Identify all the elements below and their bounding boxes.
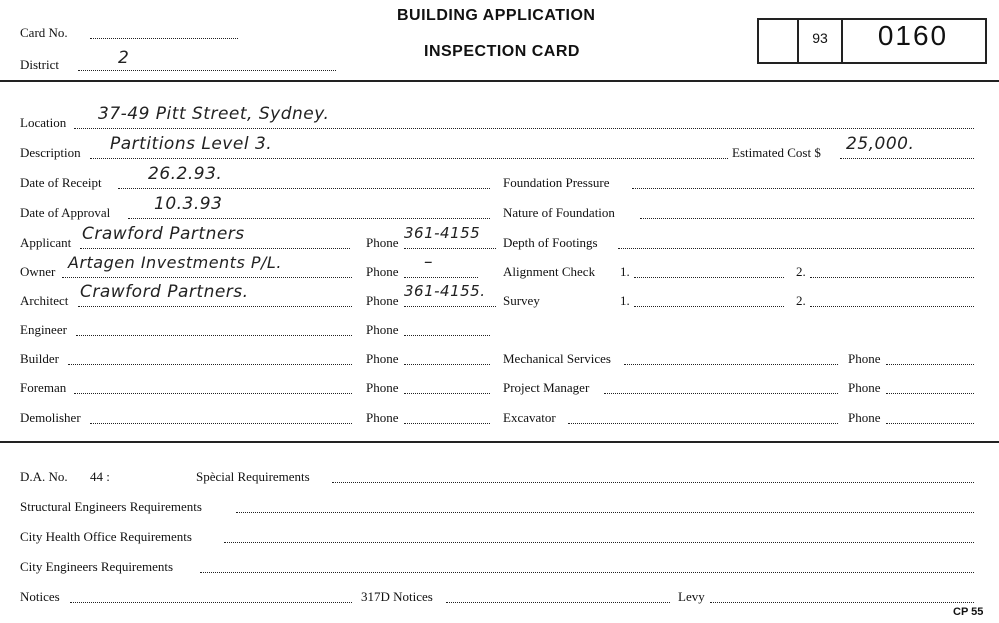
card-no-field[interactable] bbox=[90, 38, 238, 39]
architect-label: Architect bbox=[20, 293, 69, 308]
architect-value: Crawford Partners. bbox=[80, 282, 249, 302]
survey-two-label: 2. bbox=[796, 293, 806, 308]
structural-engineers-field[interactable] bbox=[236, 512, 974, 513]
applicant-phone-value: 361-4155 bbox=[404, 224, 481, 242]
excavator-field[interactable] bbox=[568, 423, 838, 424]
architect-phone-label: Phone bbox=[366, 293, 399, 308]
engineer-phone-label: Phone bbox=[366, 322, 399, 337]
district-label: District bbox=[20, 57, 59, 72]
district-field[interactable] bbox=[78, 70, 336, 71]
excavator-phone-label: Phone bbox=[848, 410, 881, 425]
structural-engineers-label: Structural Engineers Requirements bbox=[20, 499, 202, 514]
date-receipt-value: 26.2.93. bbox=[148, 164, 223, 184]
owner-phone-label: Phone bbox=[366, 264, 399, 279]
form-title-line1: BUILDING APPLICATION bbox=[397, 7, 596, 24]
project-manager-field[interactable] bbox=[604, 393, 838, 394]
builder-phone-field[interactable] bbox=[404, 364, 490, 365]
applicant-value: Crawford Partners bbox=[82, 224, 245, 244]
builder-label: Builder bbox=[20, 351, 59, 366]
project-manager-label: Project Manager bbox=[503, 380, 590, 395]
form-title-line2: INSPECTION CARD bbox=[424, 43, 580, 60]
location-label: Location bbox=[20, 115, 67, 130]
excavator-label: Excavator bbox=[503, 410, 556, 425]
owner-label: Owner bbox=[20, 264, 56, 279]
notices-label: Notices bbox=[20, 589, 60, 604]
nature-foundation-field[interactable] bbox=[640, 218, 974, 219]
foreman-label: Foreman bbox=[20, 380, 67, 395]
estimated-cost-value: 25,000. bbox=[846, 134, 915, 154]
alignment-two-label: 2. bbox=[796, 264, 806, 279]
foundation-pressure-field[interactable] bbox=[632, 188, 974, 189]
city-engineers-field[interactable] bbox=[200, 572, 974, 573]
special-requirements-field[interactable] bbox=[332, 482, 974, 483]
alignment-check-label: Alignment Check bbox=[503, 264, 596, 279]
depth-footings-label: Depth of Footings bbox=[503, 235, 598, 250]
nature-foundation-label: Nature of Foundation bbox=[503, 205, 615, 220]
foreman-phone-label: Phone bbox=[366, 380, 399, 395]
notices-field[interactable] bbox=[70, 602, 352, 603]
notices-317d-label: 317D Notices bbox=[361, 589, 433, 604]
mechanical-phone-field[interactable] bbox=[886, 364, 974, 365]
survey-one-field[interactable] bbox=[634, 306, 784, 307]
demolisher-phone-field[interactable] bbox=[404, 423, 490, 424]
foundation-pressure-label: Foundation Pressure bbox=[503, 175, 610, 190]
district-value: 2 bbox=[118, 48, 130, 68]
date-approval-label: Date of Approval bbox=[20, 205, 111, 220]
city-health-field[interactable] bbox=[224, 542, 974, 543]
applicant-phone-label: Phone bbox=[366, 235, 399, 250]
applicant-label: Applicant bbox=[20, 235, 72, 250]
location-value: 37-49 Pitt Street, Sydney. bbox=[98, 104, 330, 124]
card-year: 93 bbox=[812, 30, 828, 46]
location-field[interactable] bbox=[74, 128, 974, 129]
depth-footings-field[interactable] bbox=[618, 248, 974, 249]
owner-value: Artagen Investments P/L. bbox=[68, 253, 282, 272]
description-field[interactable] bbox=[90, 158, 728, 159]
foreman-field[interactable] bbox=[74, 393, 352, 394]
section-divider bbox=[0, 441, 999, 443]
form-code: CP 55 bbox=[953, 606, 984, 618]
applicant-phone-field[interactable] bbox=[404, 248, 496, 249]
date-receipt-label: Date of Receipt bbox=[20, 175, 102, 190]
project-manager-phone-label: Phone bbox=[848, 380, 881, 395]
architect-phone-field[interactable] bbox=[404, 306, 496, 307]
survey-two-field[interactable] bbox=[810, 306, 974, 307]
mechanical-services-field[interactable] bbox=[624, 364, 838, 365]
alignment-one-field[interactable] bbox=[634, 277, 784, 278]
levy-label: Levy bbox=[678, 589, 705, 604]
foreman-phone-field[interactable] bbox=[404, 393, 490, 394]
engineer-label: Engineer bbox=[20, 322, 67, 337]
description-value: Partitions Level 3. bbox=[110, 134, 273, 154]
special-requirements-label: Spècial Requirements bbox=[196, 469, 310, 484]
builder-phone-label: Phone bbox=[366, 351, 399, 366]
mechanical-phone-label: Phone bbox=[848, 351, 881, 366]
demolisher-phone-label: Phone bbox=[366, 410, 399, 425]
owner-field[interactable] bbox=[62, 277, 352, 278]
mechanical-services-label: Mechanical Services bbox=[503, 351, 611, 366]
da-no-value: 44 : bbox=[90, 469, 110, 484]
card-number: 0160 bbox=[877, 20, 949, 51]
builder-field[interactable] bbox=[68, 364, 352, 365]
owner-phone-field[interactable] bbox=[404, 277, 478, 278]
levy-field[interactable] bbox=[710, 602, 974, 603]
date-approval-field[interactable] bbox=[128, 218, 490, 219]
owner-phone-value: – bbox=[424, 252, 433, 272]
engineer-phone-field[interactable] bbox=[404, 335, 490, 336]
engineer-field[interactable] bbox=[76, 335, 352, 336]
estimated-cost-field[interactable] bbox=[840, 158, 974, 159]
date-receipt-field[interactable] bbox=[118, 188, 490, 189]
date-approval-value: 10.3.93 bbox=[154, 194, 223, 214]
alignment-one-label: 1. bbox=[620, 264, 630, 279]
header-divider bbox=[0, 80, 999, 82]
city-engineers-label: City Engineers Requirements bbox=[20, 559, 174, 574]
card-no-label: Card No. bbox=[20, 25, 68, 40]
survey-label: Survey bbox=[503, 293, 540, 308]
architect-phone-value: 361-4155. bbox=[404, 282, 486, 300]
estimated-cost-label: Estimated Cost $ bbox=[732, 145, 821, 160]
demolisher-field[interactable] bbox=[90, 423, 352, 424]
excavator-phone-field[interactable] bbox=[886, 423, 974, 424]
project-manager-phone-field[interactable] bbox=[886, 393, 974, 394]
architect-field[interactable] bbox=[78, 306, 352, 307]
alignment-two-field[interactable] bbox=[810, 277, 974, 278]
description-label: Description bbox=[20, 145, 81, 160]
notices-317d-field[interactable] bbox=[446, 602, 670, 603]
da-no-label: D.A. No. bbox=[20, 469, 68, 484]
applicant-field[interactable] bbox=[80, 248, 350, 249]
demolisher-label: Demolisher bbox=[20, 410, 81, 425]
city-health-label: City Health Office Requirements bbox=[20, 529, 192, 544]
survey-one-label: 1. bbox=[620, 293, 630, 308]
